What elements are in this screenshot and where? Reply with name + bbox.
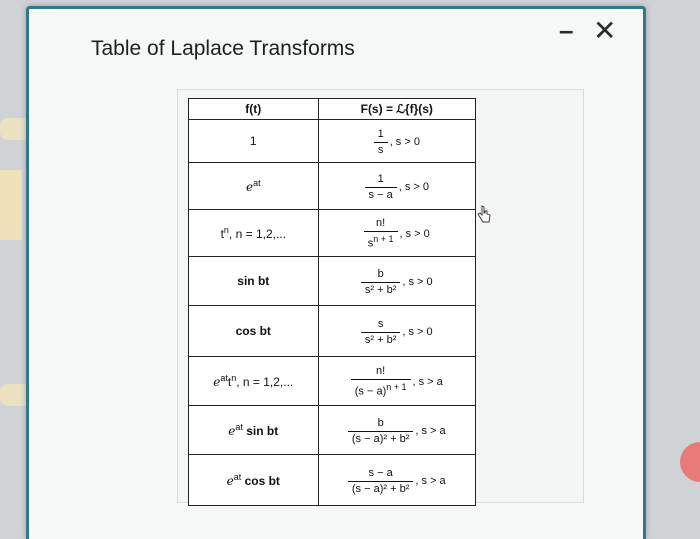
function-factor: t	[227, 375, 232, 389]
function-base: e	[213, 375, 221, 389]
table-row	[189, 406, 476, 455]
table-row	[189, 257, 476, 306]
transform-expression	[348, 417, 446, 446]
fraction-bar	[365, 187, 397, 188]
function-suffix: sin bt	[242, 424, 279, 438]
denominator-base: s	[367, 237, 374, 250]
function-expression	[228, 424, 278, 438]
denominator-base: (s − a)² + b²	[351, 432, 410, 445]
fraction	[374, 128, 388, 157]
numerator: b	[377, 416, 384, 429]
transform-expression	[365, 173, 429, 202]
hand-pointer-icon	[477, 205, 491, 225]
transform-expression	[351, 365, 443, 399]
function-cell	[189, 306, 319, 357]
numerator: 1	[377, 172, 384, 185]
background-block	[0, 170, 22, 240]
function-cell	[189, 406, 319, 455]
denominator-base: (s − a)	[354, 385, 387, 398]
laplace-dialog	[26, 6, 646, 539]
function-cell	[189, 120, 319, 163]
fraction-bar	[348, 431, 413, 432]
transform-cell	[318, 120, 475, 163]
denominator	[351, 381, 411, 399]
numerator: 1	[377, 127, 384, 140]
domain-condition: , s > a	[415, 425, 446, 437]
denominator-base: s	[377, 143, 384, 156]
function-superscript: n	[223, 225, 229, 235]
function-expression	[237, 274, 269, 288]
transform-expression	[348, 467, 446, 496]
transform-cell	[318, 455, 475, 506]
table-row	[189, 306, 476, 357]
fraction	[365, 173, 397, 202]
function-base: e	[226, 474, 234, 488]
denominator-base: (s − a)² + b²	[351, 482, 410, 495]
domain-condition: , s > 0	[399, 228, 430, 240]
function-cell	[189, 163, 319, 210]
close-button[interactable]: ✕	[593, 15, 617, 46]
numerator: n!	[376, 217, 386, 230]
denominator-exponent: n + 1	[386, 382, 407, 393]
table-image-frame	[177, 89, 584, 503]
fraction	[361, 318, 400, 347]
domain-condition: , s > 0	[389, 136, 420, 148]
function-expression	[227, 474, 280, 488]
denominator	[348, 483, 413, 496]
numerator: b	[377, 267, 384, 280]
fraction-bar	[348, 481, 413, 482]
fraction	[351, 365, 411, 399]
function-expression	[213, 375, 293, 389]
fraction	[364, 217, 398, 251]
denominator-base: s − a	[368, 188, 393, 201]
fraction-bar	[361, 282, 400, 283]
function-base: e	[245, 180, 254, 194]
function-superscript: n	[231, 373, 237, 383]
domain-condition: , s > 0	[402, 326, 433, 338]
header-F-s: F(s) = ℒ{f}(s)	[318, 99, 475, 120]
table-row	[189, 120, 476, 163]
function-cell	[189, 210, 319, 257]
laplace-table	[188, 98, 476, 506]
transform-cell	[318, 257, 475, 306]
transform-cell	[318, 163, 475, 210]
denominator	[361, 284, 400, 297]
function-base: 1	[249, 134, 257, 148]
function-expression	[250, 134, 257, 148]
table-row	[189, 455, 476, 506]
transform-cell	[318, 406, 475, 455]
function-base: sin bt	[237, 274, 270, 288]
denominator	[364, 233, 398, 251]
denominator-base: s² + b²	[364, 283, 397, 296]
table-row	[189, 210, 476, 257]
table-row	[189, 357, 476, 406]
function-suffix: , n = 1,2,...	[236, 375, 294, 389]
transform-expression	[374, 128, 420, 157]
function-cell	[189, 257, 319, 306]
function-superscript: at	[220, 373, 228, 383]
domain-condition: , s > 0	[398, 181, 429, 193]
denominator	[361, 334, 400, 347]
fraction-bar	[374, 142, 388, 143]
denominator	[374, 144, 388, 157]
numerator: s − a	[368, 466, 393, 479]
transform-cell	[318, 357, 475, 406]
denominator	[365, 189, 397, 202]
minimize-button[interactable]: –	[559, 15, 574, 45]
numerator: n!	[376, 365, 386, 378]
function-suffix: cos bt	[241, 474, 280, 488]
function-superscript: at	[235, 422, 243, 432]
function-expression	[236, 324, 271, 338]
numerator: s	[377, 317, 384, 330]
function-suffix: , n = 1,2,...	[228, 227, 286, 241]
transform-expression	[361, 268, 433, 297]
domain-condition: , s > a	[412, 376, 443, 388]
function-superscript: at	[253, 178, 261, 188]
function-expression	[221, 227, 286, 241]
denominator	[348, 433, 413, 446]
function-base: e	[228, 424, 236, 438]
function-base: cos bt	[235, 324, 271, 338]
function-superscript: at	[233, 472, 242, 482]
fraction-bar	[351, 379, 411, 380]
denominator-base: s² + b²	[364, 333, 397, 346]
fraction	[348, 417, 413, 446]
fraction	[348, 467, 413, 496]
dialog-title: Table of Laplace Transforms	[91, 37, 355, 60]
fraction	[361, 268, 400, 297]
transform-expression	[364, 217, 430, 251]
function-cell	[189, 455, 319, 506]
header-f-t: f(t)	[189, 99, 319, 120]
function-cell	[189, 357, 319, 406]
transform-cell	[318, 210, 475, 257]
function-expression	[246, 180, 261, 194]
table-row	[189, 163, 476, 210]
background-circle	[680, 442, 700, 482]
fraction-bar	[361, 332, 400, 333]
fraction-bar	[364, 231, 398, 232]
function-base: t	[220, 227, 224, 241]
domain-condition: , s > a	[415, 475, 446, 487]
transform-expression	[361, 318, 433, 347]
domain-condition: , s > 0	[402, 276, 433, 288]
transform-cell	[318, 306, 475, 357]
denominator-exponent: n + 1	[373, 234, 394, 245]
